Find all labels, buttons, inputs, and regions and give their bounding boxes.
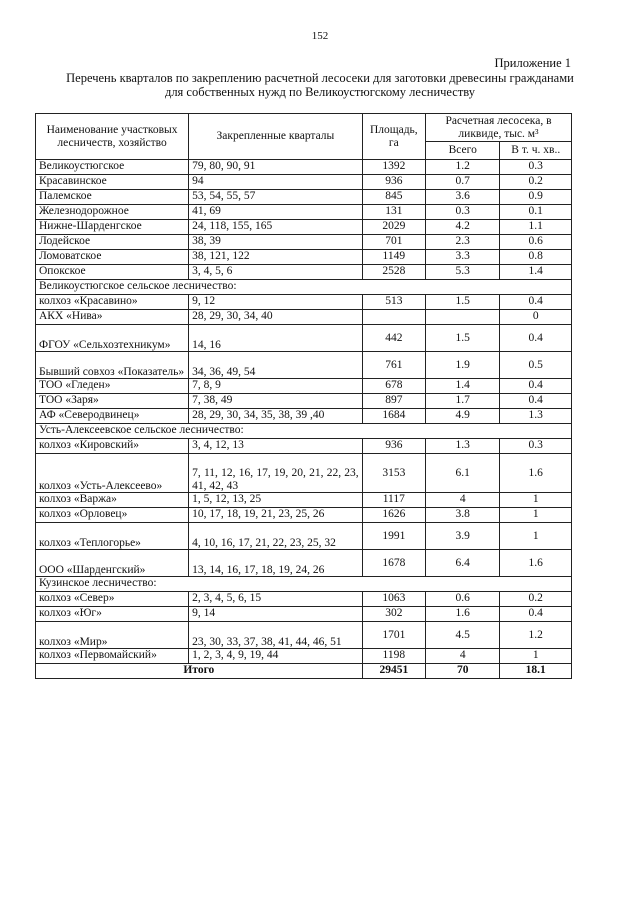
table-row: [36, 493, 572, 508]
table-row: [36, 649, 572, 664]
cell-area: 936: [362, 175, 425, 190]
cell-name: Лодейское: [36, 235, 189, 250]
cell-quarters: 28, 29, 30, 34, 35, 38, 39 ,40: [189, 409, 363, 424]
cell-area: [362, 310, 425, 325]
cell-quarters: 41, 69: [189, 205, 363, 220]
cell-hv: 0.4: [500, 394, 572, 409]
total-hv: 18.1: [500, 664, 572, 679]
cell-total: 6.4: [425, 550, 500, 577]
cell-hv: 1.2: [500, 622, 572, 649]
cell-area: 442: [362, 325, 425, 352]
cell-total: 4: [425, 493, 500, 508]
total-label: Итого: [36, 664, 363, 679]
cell-name: колхоз «Варжа»: [36, 493, 189, 508]
cell-area: 1684: [362, 409, 425, 424]
cell-quarters: 7, 38, 49: [189, 394, 363, 409]
cell-quarters: 79, 80, 90, 91: [189, 160, 363, 175]
cell-hv: 0.2: [500, 175, 572, 190]
cell-total: 1.5: [425, 295, 500, 310]
header-name: Наименование участковых лесничеств, хозяйство: [36, 114, 189, 160]
total-row: [36, 664, 572, 679]
table-row: [36, 325, 572, 352]
section-row: [36, 280, 572, 295]
table-row: [36, 220, 572, 235]
cell-area: 513: [362, 295, 425, 310]
table-row: [36, 622, 572, 649]
cell-quarters: 34, 36, 49, 54: [189, 352, 363, 379]
cell-total: 2.3: [425, 235, 500, 250]
cell-area: 701: [362, 235, 425, 250]
table-row: [36, 160, 572, 175]
cell-quarters: 14, 16: [189, 325, 363, 352]
cell-hv: 0.4: [500, 607, 572, 622]
cell-hv: 0.4: [500, 325, 572, 352]
cell-total: 3.3: [425, 250, 500, 265]
cell-hv: 1: [500, 493, 572, 508]
cell-name: Красавинское: [36, 175, 189, 190]
cell-name: колхоз «Юг»: [36, 607, 189, 622]
table-row: [36, 394, 572, 409]
cell-quarters: 1, 5, 12, 13, 25: [189, 493, 363, 508]
document-title: [30, 71, 610, 99]
cell-area: 1392: [362, 160, 425, 175]
cell-quarters: 4, 10, 16, 17, 21, 22, 23, 25, 32: [189, 523, 363, 550]
title-line-2: для собственных нужд по Великоустюгскому лесничеству: [164, 85, 476, 99]
cell-quarters: 10, 17, 18, 19, 21, 23, 25, 26: [189, 508, 363, 523]
cell-area: 897: [362, 394, 425, 409]
cell-hv: 0.3: [500, 439, 572, 454]
cell-quarters: 3, 4, 12, 13: [189, 439, 363, 454]
cell-name: колхоз «Мир»: [36, 622, 189, 649]
cell-hv: 1: [500, 649, 572, 664]
cell-hv: 0.6: [500, 235, 572, 250]
header-cut: Расчетная лесосека, в ликвиде, тыс. м³: [425, 114, 571, 142]
cell-total: 1.2: [425, 160, 500, 175]
cell-hv: 1.6: [500, 454, 572, 493]
cell-total: 4.5: [425, 622, 500, 649]
table-row: [36, 235, 572, 250]
header-total: Всего: [425, 142, 500, 160]
cell-total: 0.3: [425, 205, 500, 220]
table-body: [36, 160, 572, 664]
cell-quarters: 3, 4, 5, 6: [189, 265, 363, 280]
table-row: [36, 379, 572, 394]
cell-name: ТОО «Гледен»: [36, 379, 189, 394]
cell-hv: 0.4: [500, 379, 572, 394]
cell-name: Железнодорожное: [36, 205, 189, 220]
total-area: 29451: [362, 664, 425, 679]
cell-total: 6.1: [425, 454, 500, 493]
table-row: [36, 310, 572, 325]
cell-hv: 0: [500, 310, 572, 325]
cell-quarters: 23, 30, 33, 37, 38, 41, 44, 46, 51: [189, 622, 363, 649]
cell-quarters: 38, 121, 122: [189, 250, 363, 265]
cell-name: Бывший совхоз «Показатель»: [36, 352, 189, 379]
cell-area: 2528: [362, 265, 425, 280]
cell-quarters: 7, 8, 9: [189, 379, 363, 394]
table-row: [36, 454, 572, 493]
cell-name: колхоз «Север»: [36, 592, 189, 607]
table-row: [36, 508, 572, 523]
cell-name: колхоз «Кировский»: [36, 439, 189, 454]
table-row: [36, 175, 572, 190]
table-row: [36, 550, 572, 577]
cell-quarters: 94: [189, 175, 363, 190]
cell-quarters: 24, 118, 155, 165: [189, 220, 363, 235]
cell-hv: 0.2: [500, 592, 572, 607]
cell-total: 1.3: [425, 439, 500, 454]
header-quarters: Закрепленные кварталы: [189, 114, 363, 160]
cell-total: 1.6: [425, 607, 500, 622]
section-row: [36, 577, 572, 592]
total-cut: 70: [425, 664, 500, 679]
table-row: [36, 190, 572, 205]
table-row: [36, 265, 572, 280]
cell-hv: 0.1: [500, 205, 572, 220]
table-row: [36, 592, 572, 607]
cell-hv: 1.1: [500, 220, 572, 235]
table-row: [36, 295, 572, 310]
cell-area: 1678: [362, 550, 425, 577]
cell-name: ФГОУ «Сельхозтехникум»: [36, 325, 189, 352]
cell-area: 1117: [362, 493, 425, 508]
cell-hv: 0.9: [500, 190, 572, 205]
header-hv: В т. ч. хв..: [500, 142, 572, 160]
table-row: [36, 523, 572, 550]
cell-total: 1.4: [425, 379, 500, 394]
cell-total: 3.6: [425, 190, 500, 205]
table-row: [36, 439, 572, 454]
cell-area: 1063: [362, 592, 425, 607]
header-area: Площадь, га: [362, 114, 425, 160]
cell-quarters: 13, 14, 16, 17, 18, 19, 24, 26: [189, 550, 363, 577]
cell-hv: 1: [500, 508, 572, 523]
cell-area: 302: [362, 607, 425, 622]
cell-area: 1149: [362, 250, 425, 265]
cell-area: 2029: [362, 220, 425, 235]
cell-total: 5.3: [425, 265, 500, 280]
table-row: [36, 607, 572, 622]
cell-name: АКХ «Нива»: [36, 310, 189, 325]
cell-quarters: 53, 54, 55, 57: [189, 190, 363, 205]
cell-area: 1198: [362, 649, 425, 664]
page-number: 152: [311, 30, 329, 42]
table-row: [36, 409, 572, 424]
title-line-1: Перечень кварталов по закреплению расчетной лесосеки для заготовки древесины гражданами: [66, 71, 574, 85]
cell-hv: 1.3: [500, 409, 572, 424]
cell-total: [425, 310, 500, 325]
cell-quarters: 2, 3, 4, 5, 6, 15: [189, 592, 363, 607]
cell-area: 1701: [362, 622, 425, 649]
cell-area: 678: [362, 379, 425, 394]
cell-name: ООО «Шарденгский»: [36, 550, 189, 577]
cell-name: колхоз «Орловец»: [36, 508, 189, 523]
cell-total: 4: [425, 649, 500, 664]
cell-area: 131: [362, 205, 425, 220]
cell-area: 761: [362, 352, 425, 379]
cell-quarters: 9, 14: [189, 607, 363, 622]
cell-hv: 0.5: [500, 352, 572, 379]
cell-name: Нижне-Шарденгское: [36, 220, 189, 235]
cell-quarters: 7, 11, 12, 16, 17, 19, 20, 21, 22, 23, 41, 42, 43: [189, 454, 363, 493]
cell-quarters: 28, 29, 30, 34, 40: [189, 310, 363, 325]
cell-name: Великоустюгское: [36, 160, 189, 175]
cell-hv: 1: [500, 523, 572, 550]
table-row: [36, 250, 572, 265]
cell-total: 1.9: [425, 352, 500, 379]
cell-hv: 0.8: [500, 250, 572, 265]
table-row: [36, 205, 572, 220]
cell-total: 3.9: [425, 523, 500, 550]
cell-name: АФ «Северодвинец»: [36, 409, 189, 424]
section-row: [36, 424, 572, 439]
cell-total: 4.9: [425, 409, 500, 424]
cell-name: Палемское: [36, 190, 189, 205]
quarters-table: [35, 113, 572, 679]
cell-hv: 0.4: [500, 295, 572, 310]
cell-quarters: 38, 39: [189, 235, 363, 250]
cell-area: 1626: [362, 508, 425, 523]
cell-area: 3153: [362, 454, 425, 493]
cell-name: Опокское: [36, 265, 189, 280]
cell-total: 1.5: [425, 325, 500, 352]
table-row: [36, 352, 572, 379]
cell-area: 1991: [362, 523, 425, 550]
cell-name: колхоз «Красавино»: [36, 295, 189, 310]
section-label: Великоустюгское сельское лесничество:: [36, 280, 572, 295]
appendix-label: Приложение 1: [494, 56, 571, 70]
cell-hv: 0.3: [500, 160, 572, 175]
cell-total: 3.8: [425, 508, 500, 523]
section-label: Усть-Алексеевское сельское лесничество:: [36, 424, 572, 439]
cell-area: 936: [362, 439, 425, 454]
cell-name: колхоз «Усть-Алексеево»: [36, 454, 189, 493]
cell-quarters: 9, 12: [189, 295, 363, 310]
cell-name: колхоз «Теплогорье»: [36, 523, 189, 550]
cell-name: ТОО «Заря»: [36, 394, 189, 409]
cell-quarters: 1, 2, 3, 4, 9, 19, 44: [189, 649, 363, 664]
cell-total: 1.7: [425, 394, 500, 409]
cell-area: 845: [362, 190, 425, 205]
cell-total: 4.2: [425, 220, 500, 235]
cell-hv: 1.6: [500, 550, 572, 577]
cell-name: Ломоватское: [36, 250, 189, 265]
cell-name: колхоз «Первомайский»: [36, 649, 189, 664]
cell-total: 0.6: [425, 592, 500, 607]
cell-total: 0.7: [425, 175, 500, 190]
cell-hv: 1.4: [500, 265, 572, 280]
section-label: Кузинское лесничество:: [36, 577, 572, 592]
